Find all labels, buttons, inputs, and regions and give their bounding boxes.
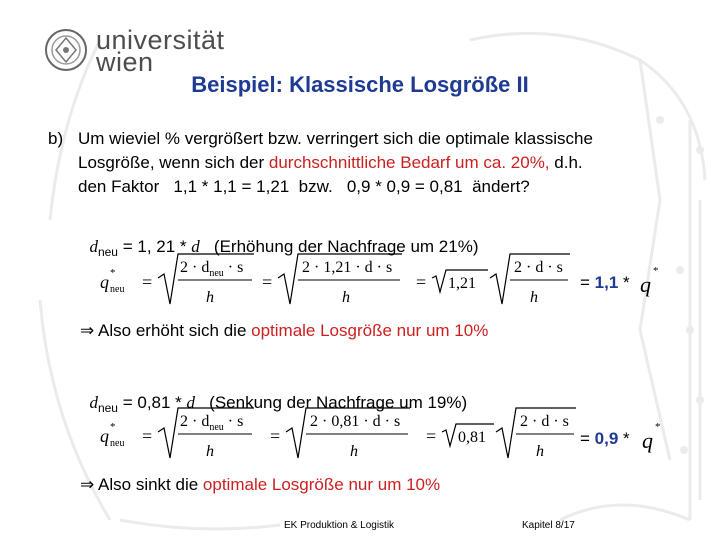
case1-d-symbol-2: d — [191, 237, 200, 256]
case1-q-subscript: neu — [110, 284, 125, 295]
case2-equals-1: = — [142, 426, 153, 446]
case2-q-symbol: q — [100, 426, 109, 446]
case2-equals-3: = — [426, 426, 437, 446]
case1-result: = 1,1 * — [580, 273, 630, 292]
case2-q-subscript: neu — [110, 438, 125, 449]
case2-q-star: * — [110, 421, 116, 433]
case1-result-q: q — [640, 272, 651, 297]
footer-page-number: Kapitel 8/17 — [522, 520, 575, 531]
case1-f3-denominator: h — [530, 289, 538, 306]
case2-result-q: q — [642, 428, 653, 453]
case2-d-subscript: neu — [97, 401, 118, 415]
question-label: b) — [48, 129, 64, 148]
case2-result: = 0,9 * — [580, 429, 630, 448]
case2-f1-denominator: h — [206, 443, 214, 460]
case1-f1-numerator: $2 \cdot d_{neu} \cdot s$ — [180, 259, 244, 279]
implies-arrow-icon: ⇒ — [80, 475, 95, 494]
case2-d-symbol: d — [89, 393, 98, 412]
implies-arrow-icon: ⇒ — [80, 321, 95, 340]
slide-title: Beispiel: Klassische Losgröße II — [191, 72, 529, 97]
case2-note: (Senkung der Nachfrage um 19%) — [195, 393, 468, 412]
case2-conclusion — [80, 474, 440, 496]
case1-q-star: * — [110, 267, 116, 279]
case2-f2-denominator: h — [350, 443, 358, 460]
case1-formula — [90, 246, 690, 312]
case2-equals-2: = — [270, 426, 281, 446]
question-line2 — [78, 152, 583, 174]
question-line2-end: d.h. — [549, 153, 583, 172]
case2-d-symbol-2: d — [186, 393, 196, 412]
case1-expression: = 1, 21 * — [117, 237, 192, 256]
case2-conclusion-text: Also sinkt die — [94, 475, 203, 494]
case2-f1-numerator: $2 \cdot d_{neu} \cdot s$ — [180, 413, 244, 433]
university-emblem-icon — [44, 28, 88, 72]
question-highlight: durchschnittliche Bedarf um ca. 20%, — [268, 153, 550, 172]
case1-f1-denominator: h — [206, 289, 214, 306]
case1-d-symbol: d — [89, 237, 98, 256]
case1-result-star: * — [653, 265, 659, 277]
logo-text-line1: universität — [96, 25, 225, 55]
case1-d-subscript: neu — [97, 245, 118, 259]
case1-equals-1: = — [142, 272, 153, 292]
case1-conclusion — [80, 320, 488, 342]
question-line2-text: Losgröße, wenn sich der — [78, 153, 269, 172]
case1-conclusion-highlight: optimale Losgröße nur um 10% — [251, 321, 489, 340]
case2-f3-numerator: 2 · d · s — [520, 413, 569, 430]
question-line1: Um wieviel % vergrößert bzw. verringert sich die optimale klassische — [78, 129, 593, 148]
question-line3: den Faktor 1,1 * 1,1 = 1,21 bzw. 0,9 * 0,9 = 0,81 ändert? — [78, 177, 530, 196]
case2-sqrt-constant: 0,81 — [458, 429, 486, 446]
case1-conclusion-text: Also erhöht sich die — [94, 321, 252, 340]
case1-f3-numerator: 2 · d · s — [514, 259, 563, 276]
case2-expression: = 0,81 * — [117, 393, 187, 412]
logo-text-line2: wien — [96, 47, 154, 77]
case1-equals-3: = — [416, 272, 427, 292]
case2-conclusion-highlight: optimale Losgröße nur um 10% — [202, 475, 441, 494]
case2-result-star: * — [655, 421, 661, 433]
case2-formula — [90, 400, 690, 466]
case1-f2-numerator: 2 · 1,21 · d · s — [302, 259, 393, 276]
case1-sqrt-constant: 1,21 — [448, 275, 476, 292]
case2-f2-numerator: 2 · 0,81 · d · s — [310, 413, 401, 430]
case1-equals-2: = — [262, 272, 273, 292]
case2-f3-denominator: h — [536, 443, 544, 460]
case1-q-symbol: q — [100, 272, 109, 292]
footer-course-name: EK Produktion & Logistik — [284, 520, 395, 531]
case1-f2-denominator: h — [342, 289, 350, 306]
university-logo — [44, 25, 225, 77]
case1-note: (Erhöhung der Nachfrage um 21%) — [199, 237, 479, 256]
